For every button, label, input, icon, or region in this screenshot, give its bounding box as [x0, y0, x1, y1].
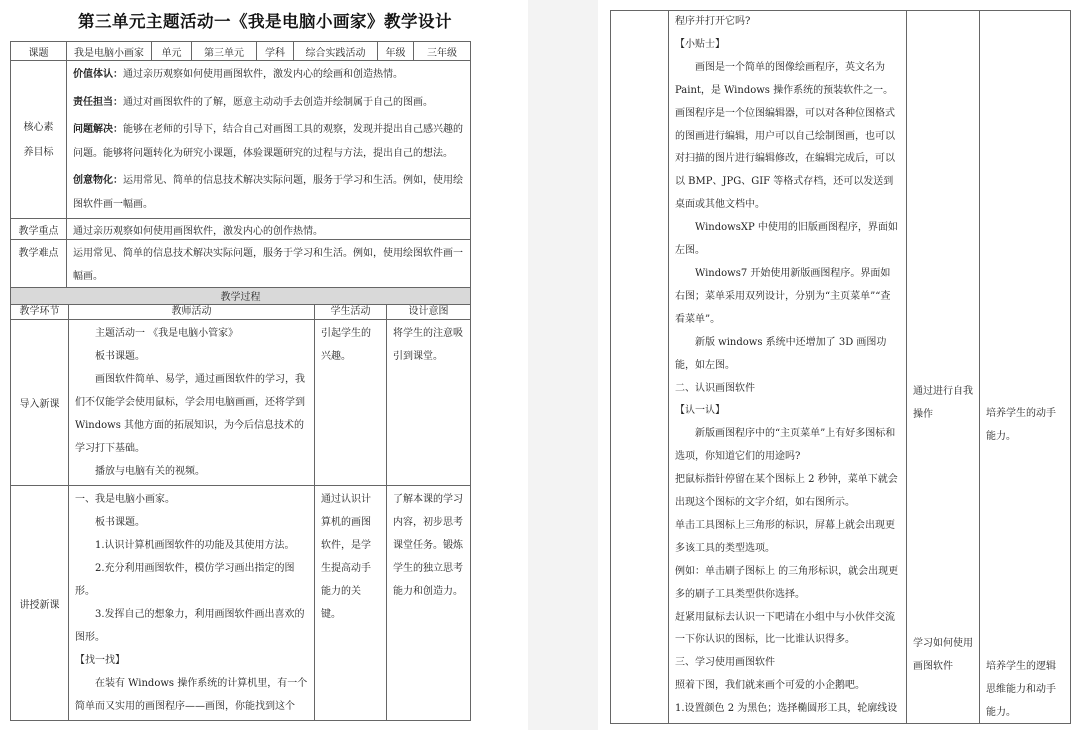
left-page [0, 0, 520, 730]
continuation-table [610, 10, 1071, 724]
core-item: 问题解决：能够在老师的引导下，结合自己对画图工具的观察，发现并提出自己感兴趣的问题。能够将问题转化为研究小课题，体验课题研究的过程与方法，提出自己的想法。 [73, 124, 463, 159]
core-item: 创意物化：运用常见、简单的信息技术解决实际问题，服务于学习和生活。例如，使用绘图软件画一幅画。 [73, 175, 463, 210]
page-title: 第三单元主题活动一《我是电脑小画家》教学设计 [78, 12, 452, 31]
grade-label: 年级 [378, 42, 414, 61]
core-item: 价值体认：通过亲历观察如何使用画图软件，激发内心的绘画和创造热情。 [73, 69, 403, 80]
process-header: 教学过程 [11, 288, 471, 305]
stage-continued-cell [611, 11, 669, 724]
intent-note: 培养学生的动手能力。 [986, 408, 1056, 442]
student-cell: 引起学生的兴趣。 [315, 320, 387, 486]
key-label: 教学重点 [11, 219, 67, 240]
intent-cell: 了解本课的学习内容，初步思考课堂任务。锻炼学生的独立思考能力和创造力。 [387, 486, 471, 721]
student-note: 学习如何使用画图软件 [913, 638, 973, 672]
lesson-label: 课题 [11, 42, 67, 61]
unit-value: 第三单元 [192, 42, 257, 61]
info-table [10, 41, 471, 293]
key-value: 通过亲历观察如何使用画图软件，激发内心的创作热情。 [67, 219, 471, 240]
student-note: 通过进行自我操作 [913, 386, 973, 420]
col-intent: 设计意图 [387, 305, 471, 320]
table-row [11, 320, 471, 486]
teacher-continued-cell: 程序并打开它吗? 【小贴士】 画图是一个简单的图像绘画程序，英文名为 Paint，是 Windows 操作系统的预装软件之一。画图程序是一个位图编辑器，可以对各种位图格式的图画进行编辑，用户可以自己绘制图画，也可以对扫描的图片进行编辑修改，在编辑完成后，可以以 BMP、JPG、GIF 等格式存档，还可以发送到桌面或其他文档中。 WindowsXP 中使用的旧版画图程序，界面如左图。 Windows7 开始使用新版画图程序。界面如右图；菜单采用双列设计，分别为“主页菜单”“查看菜单”。 新版 windows 系统中还增加了 3D 画图功能，如左图。 二、认识画图软件 【认一认】 新版画图程序中的“主页菜单”上有好多图标和选项，你知道它们的用途吗? 把鼠标指针停留在某个图标上 2 秒钟，菜单下就会出现这个图标的文字介绍，如右图所示。 单击工具图标上三角形的标识，屏幕上就会出现更多该工具的类型选项。 例如：单击刷子图标上 的三角形标识，就会出现更多的刷子工具类型供你选择。 赶紧用鼠标去认识一下吧请在小组中与小伙伴交流一下你认识的图标，比一比谁认识得多。 三、学习使用画图软件 照着下图，我们就来画个可爱的小企鹅吧。 1.设置颜色 2 为黑色；选择椭圆形工具，轮廓线设 [669, 11, 907, 724]
right-page [600, 0, 1080, 730]
teacher-cell: 主题活动一 《我是电脑小管家》 板书课题。 画图软件简单、易学，通过画图软件的学习，我们不仅能学会使用鼠标，学会用电脑画画，还将学到 Windows 其他方面的拓展知识，为今后信息技术的学习打下基础。 播放与电脑有关的视频。 [69, 320, 315, 486]
stage-lecture: 讲授新课 [11, 486, 69, 721]
col-teacher: 教师活动 [69, 305, 315, 320]
stage-intro: 导入新课 [11, 320, 69, 486]
core-label-cell [11, 61, 67, 219]
difficult-value: 运用常见、简单的信息技术解决实际问题，服务于学习和生活。例如，使用绘图软件画一幅画。 [73, 248, 463, 282]
col-student: 学生活动 [315, 305, 387, 320]
intent-note: 培养学生的逻辑思维能力和动手能力。 [986, 661, 1056, 718]
student-continued-cell [907, 11, 980, 724]
table-row [611, 11, 1071, 724]
intent-continued-cell [980, 11, 1071, 724]
student-cell: 通过认识计算机的画图软件，是学生提高动手能力的关键。 [315, 486, 387, 721]
subject-label: 学科 [257, 42, 294, 61]
process-table [10, 287, 471, 721]
subject-value: 综合实践活动 [294, 42, 378, 61]
difficult-label: 教学难点 [11, 240, 67, 293]
difficult-value-cell [67, 240, 471, 293]
grade-value: 三年级 [414, 42, 471, 61]
core-objectives-cell [67, 61, 471, 219]
core-label-line2: 养目标 [23, 146, 54, 158]
core-label-line1: 核心素 [23, 121, 54, 133]
lesson-value: 我是电脑小画家 [67, 42, 152, 61]
teacher-cell: 一、我是电脑小画家。 板书课题。 1.认识计算机画图软件的功能及其使用方法。 2.充分利用画图软件，模仿学习画出指定的图形。 3.发挥自己的想象力，利用画图软件画出喜欢的图形。 【找一找】 在装有 Windows 操作系统的计算机里，有一个简单而又实用的画图程序——画图，你能找到这个 [69, 486, 315, 721]
intent-cell: 将学生的注意吸引到课堂。 [387, 320, 471, 486]
page-gap [528, 0, 598, 730]
col-stage: 教学环节 [11, 305, 69, 320]
core-item: 责任担当：通过对画图软件的了解，愿意主动动手去创造并绘制属于自己的图画。 [73, 96, 433, 108]
unit-label: 单元 [152, 42, 192, 61]
table-row [11, 486, 471, 721]
